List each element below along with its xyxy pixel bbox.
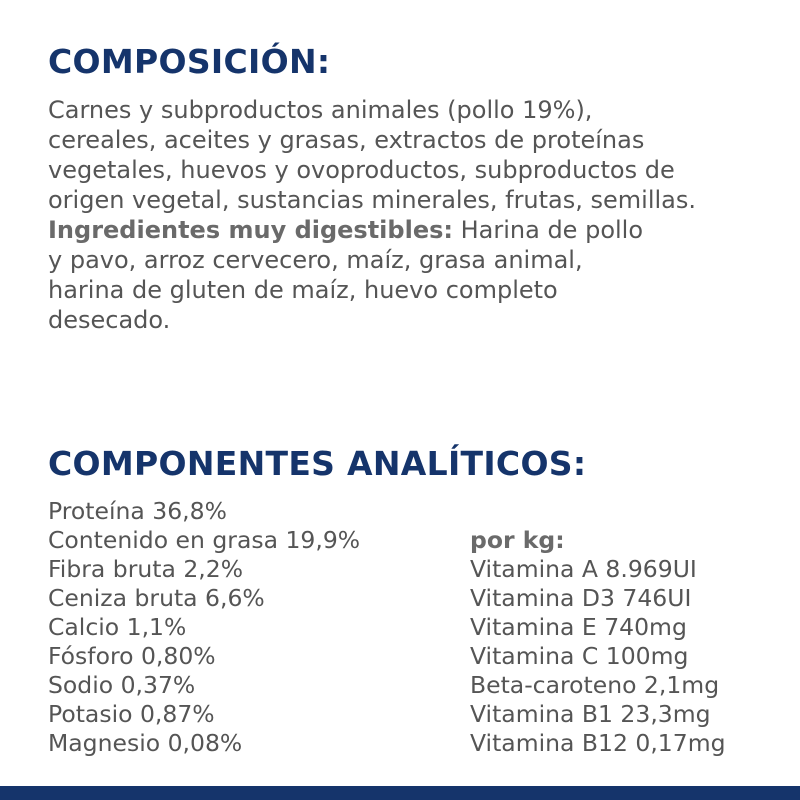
composicion-line: Carnes y subproductos animales (pollo 19%),	[48, 96, 593, 124]
vitamin-item: Vitamina D3 746UI	[470, 584, 692, 612]
digestible-line: harina de gluten de maíz, huevo completo	[48, 276, 558, 304]
digestible-line: y pavo, arroz cervecero, maíz, grasa animal,	[48, 246, 583, 274]
analytic-item: Potasio 0,87%	[48, 700, 215, 728]
digestible-label: Ingredientes muy digestibles:	[48, 216, 453, 244]
vitamin-item: Vitamina A 8.969UI	[470, 555, 697, 583]
composicion-paragraph	[48, 95, 788, 335]
composicion-line: vegetales, huevos y ovoproductos, subproductos de	[48, 156, 675, 184]
analytic-item: Ceniza bruta 6,6%	[48, 584, 265, 612]
analytic-list	[48, 497, 360, 758]
vitamin-item: Vitamina B12 0,17mg	[470, 729, 726, 757]
composicion-line: origen vegetal, sustancias minerales, frutas, semillas.	[48, 186, 697, 214]
analytic-item: Calcio 1,1%	[48, 613, 187, 641]
componentes-heading: COMPONENTES ANALÍTICOS:	[48, 444, 587, 483]
per-kg-label: por kg:	[470, 526, 565, 554]
analytic-item: Proteína 36,8%	[48, 497, 227, 525]
vitamin-item: Beta-caroteno 2,1mg	[470, 671, 720, 699]
analytic-item: Magnesio 0,08%	[48, 729, 243, 757]
analytic-item: Contenido en grasa 19,9%	[48, 526, 361, 554]
vitamin-item: Vitamina E 740mg	[470, 613, 687, 641]
footer-bar	[0, 786, 800, 800]
vitamin-item: Vitamina B1 23,3mg	[470, 700, 711, 728]
digestible-line: desecado.	[48, 306, 171, 334]
digestible-text: Harina de pollo	[452, 216, 644, 244]
vitamin-list	[470, 526, 726, 758]
vitamin-item: Vitamina C 100mg	[470, 642, 689, 670]
analytic-item: Sodio 0,37%	[48, 671, 196, 699]
analytic-item: Fósforo 0,80%	[48, 642, 216, 670]
composicion-line: cereales, aceites y grasas, extractos de proteínas	[48, 126, 645, 154]
analytic-item: Fibra bruta 2,2%	[48, 555, 244, 583]
digestible-first-line	[48, 215, 788, 245]
composicion-heading: COMPOSICIÓN:	[48, 42, 331, 81]
